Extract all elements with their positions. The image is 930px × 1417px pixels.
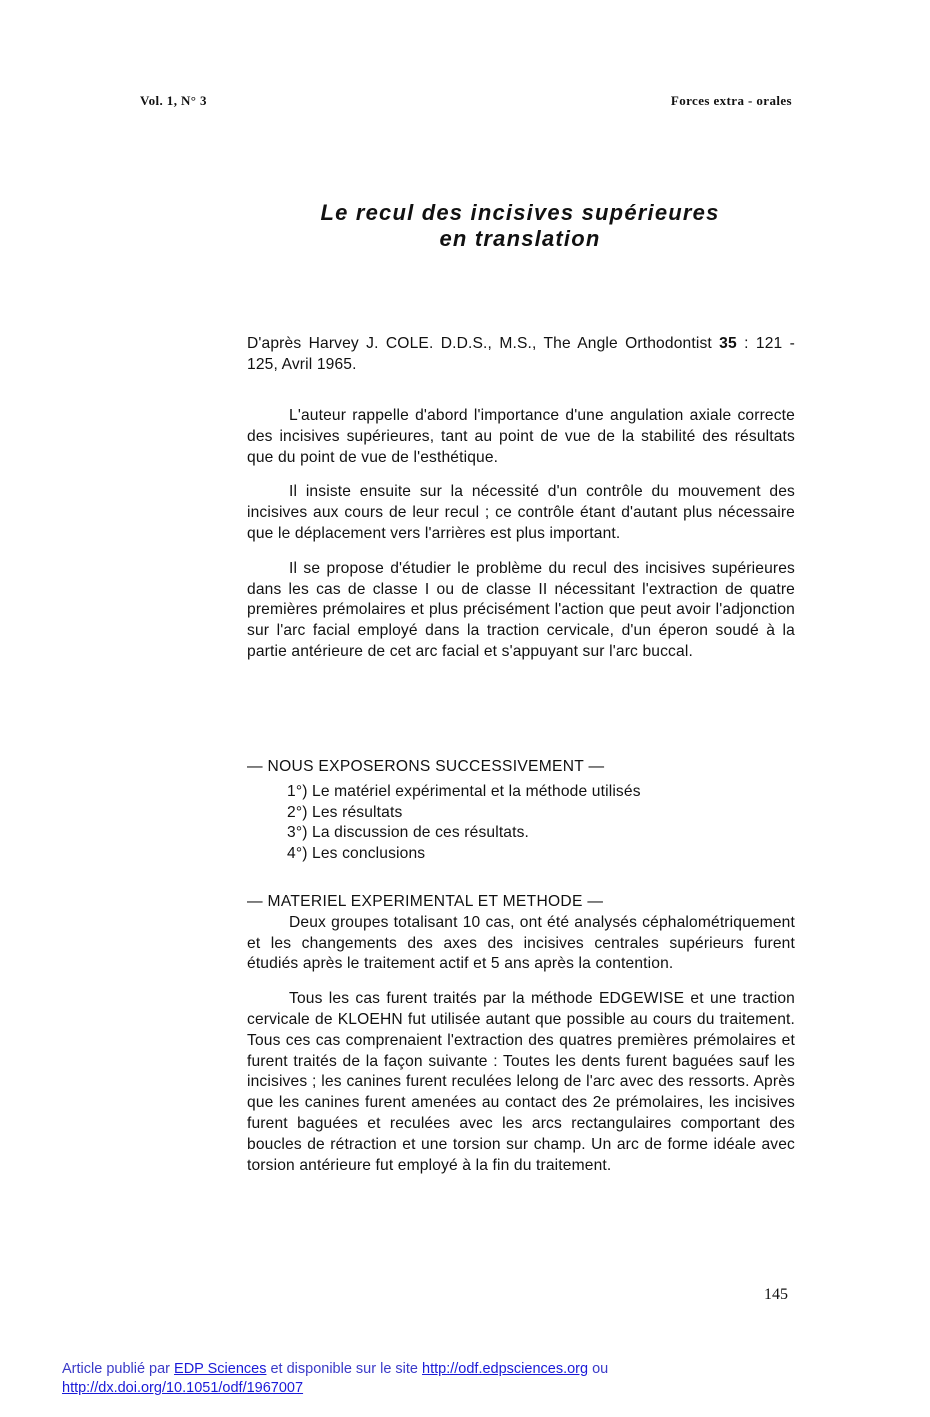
article-title (200, 200, 840, 252)
outline-list (287, 782, 795, 865)
footer-line-2 (62, 1379, 608, 1398)
publisher-link[interactable]: EDP Sciences (174, 1361, 267, 1377)
reference-citation (247, 334, 795, 376)
intro-block (247, 406, 795, 677)
paragraph: Deux groupes totalisant 10 cas, ont été analysés céphalométriquement et les changements des axes des incisives centrales supérieurs furent étudiés après le traitement actif et 5 ans après la contention. (247, 913, 795, 973)
paragraph: Tous les cas furent traités par la méthode EDGEWISE et une traction cervicale de KLOEHN fut utilisée autant que possible au cours du traitement. Tous ces cas comprenaient l'extraction des quatres premières prémolaires et furent traités de la façon suivante : Toutes les dents furent baguées sauf les incisives ; les canines furent reculées lelong de l'arc avec des ressorts. Après que les canines furent amenées au contact des 2e prémolaires, les incisives furent baguées et reculées avec les arcs rectangulaires comportant des boucles de rétraction et une torsion sur champ. Un arc de forme idéale avec torsion antérieure fut employé à la fin du traitement. (247, 990, 795, 1174)
list-item: 2°) Les résultats (287, 803, 403, 821)
list-item: 3°) La discussion de ces résultats. (287, 824, 530, 842)
site-link[interactable]: http://odf.edpsciences.org (422, 1361, 589, 1377)
running-header: Forces extra - orales (670, 93, 792, 108)
section-heading: — NOUS EXPOSERONS SUCCESSIVEMENT — (247, 758, 605, 775)
footer-text: Article publié par (62, 1361, 175, 1377)
doi-link[interactable]: http://dx.doi.org/10.1051/odf/1967007 (62, 1380, 304, 1396)
title-line-1: Le recul des incisives supérieures (320, 200, 720, 225)
page-number: 145 (764, 1286, 788, 1303)
footer-text: et disponible sur le site (266, 1361, 423, 1377)
title-line-2: en translation (439, 226, 601, 251)
section-heading: — MATERIEL EXPERIMENTAL ET METHODE — (247, 893, 604, 910)
paragraph: L'auteur rappelle d'abord l'importance d'une angulation axiale correcte des incisives supérieures, tant au point de vue de la stabilité des résultats que du point de vue de l'esthétique. (247, 407, 795, 466)
reference-text: D'après Harvey J. COLE. D.D.S., M.S., The Angle Orthodontist (247, 335, 720, 352)
footer-text: ou (588, 1361, 609, 1377)
paragraph: Il se propose d'étudier le problème du recul des incisives supérieures dans les cas de classe I ou de classe II nécessitant l'extraction de quatre premières prémolaires et plus précisément l'action que peut avoir l'adjonction sur l'arc facial employé dans la traction cervicale, d'un éperon soudé à la partie antérieure de cet arc facial et s'appuyant sur l'arc buccal. (247, 559, 795, 660)
paragraph: Il insiste ensuite sur la nécessité d'un contrôle du mouvement des incisives aux cours de leur recul ; ce contrôle étant d'autant plus nécessaire que le déplacement vers l'arrières est plus important. (247, 483, 795, 542)
list-item: 1°) Le matériel expérimental et la méthode utilisés (287, 782, 641, 800)
reference-volume: 35 (719, 335, 737, 352)
list-item: 4°) Les conclusions (287, 845, 426, 863)
section-materiel (247, 892, 795, 1190)
reference-pages: : 121 - 125, Avril 1965. (247, 335, 795, 373)
reference-block (247, 334, 795, 376)
journal-volume: Vol. 1, N° 3 (140, 93, 207, 108)
footer-line-1 (62, 1360, 608, 1379)
publisher-footer (62, 1360, 608, 1398)
section-outline (247, 757, 795, 865)
